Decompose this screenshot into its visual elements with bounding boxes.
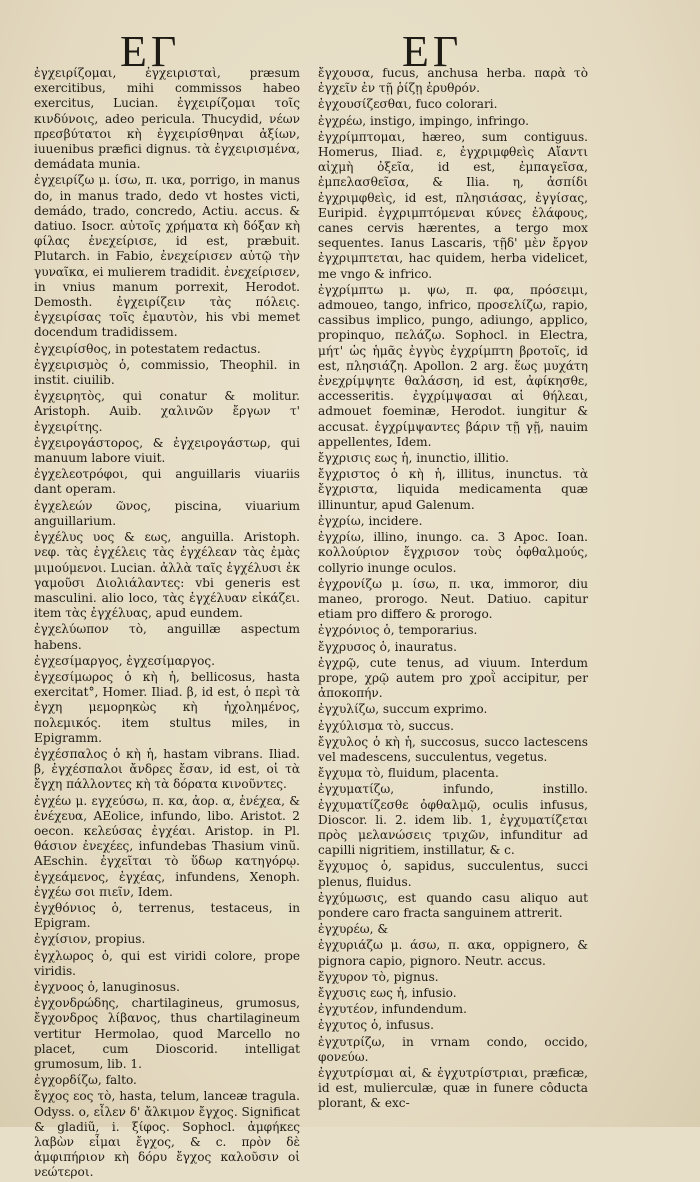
dictionary-entry: ἐγχρίμπτομαι, hæreo, sum contiguus. Homerus, Iliad. ε, ἐγχριμφθεὶς Αἴαντι αἰχμὴ ὀξεῖα, id est, ἐμπαγεῖσα, ἐμπελασθεῖσα, & Ilia. η, ἀσπίδι ἐγχριμφθεὶς, id est, πλησιάσας, ἐγγίσας, Euripid. ἐγχριμπτόμεναι κύνες ἐλάφους, canes cervis hærentes, a tergo mox sequentes. Ianus Lascaris, τῇδ' μὲν ἔργον ἐγχριμπτεται, hac quidem, herba videlicet, me vngo & infrico. <box>318 129 588 281</box>
dictionary-entry: ἐγχυτέον, infundendum. <box>318 1002 467 1017</box>
dictionary-entry: ἐγχίσιον, propius. <box>34 932 146 947</box>
dictionary-entry: ἐγχρονίζω μ. ίσω, π. ικα, immoror, diu maneo, prorogo. Neut. Datiuo. capitur etiam pro differo & prorogo. <box>318 576 588 622</box>
right-running-headword: ΕΓ <box>402 27 463 76</box>
dictionary-entry: ἔγχριστος ὁ κὴ ἡ, illitus, inunctus. τὰ ἔγχριστα, liquida medicamenta quæ illinuntur, apud Galenum. <box>318 467 588 512</box>
dictionary-entry: ἐγχυριάζω μ. άσω, π. ακα, oppignero, & pignora capio, pignoro. Neutr. accus. <box>318 938 588 968</box>
dictionary-entry: ἐγχύμωσις, est quando casu aliquo aut pondere caro fracta sanguinem attrerit. <box>318 890 588 920</box>
dictionary-entry: ἔγχρισις εως ἡ, inunctio, illitio. <box>318 451 510 466</box>
right-column <box>318 66 588 1113</box>
dictionary-entry: ἐγχυτος ὁ, infusus. <box>318 1018 434 1033</box>
dictionary-entry: ἔγχρυσος ὁ, inauratus. <box>318 639 457 654</box>
dictionary-entry: ἐγχυρέω, & <box>318 922 389 937</box>
dictionary-entry: ἐγχελεοτρόφοι, qui anguillaris viuariis dant operam. <box>34 467 300 497</box>
dictionary-entry: ἐγχουσίζεσθαι, fuco colorari. <box>318 97 498 112</box>
dictionary-entry: ἐγχειρίσθος, in potestatem redactus. <box>34 341 261 356</box>
dictionary-entry: ἐγχέσπαλος ὁ κὴ ἡ, hastam vibrans. Iliad. β, ἐγχέσπαλοι ἄνδρες ἔσαν, id est, οἱ τὰ ἔγχη πάλλοντες κὴ τὰ δόρατα κινοῦντες. <box>34 746 300 792</box>
dictionary-entry: ἐγχεσίμαργος, ἐγχεσίμαργος. <box>34 653 215 668</box>
left-running-headword: ΕΓ <box>120 27 181 76</box>
dictionary-entry: ἐγχεσίμωρος ὁ κὴ ἡ, bellicosus, hasta exercitat°, Homer. Iliad. β, id est, ὁ περὶ τὰ ἐγχη μεμορηκὼς κὴ ἠχολημένος, πολεμικός. item stultus miles, in Epigramm. <box>34 669 300 745</box>
dictionary-entry: ἔγχυμος ὁ, sapidus, succulentus, succi plenus, fluidus. <box>318 859 588 889</box>
dictionary-entry: ἐγχυματίζω, infundo, instillo. ἐγχυματίζεσθε ὀφθαλμῷ, oculis infusus, Dioscor. li. 2. idem lib. 1, ἐγχυματίζεται πρὸς μελανώσεις τριχῶν, infunditur ad capilli nigritiem, instillatur, & c. <box>318 782 588 858</box>
dictionary-entry: ἔγχος εος τὸ, hasta, telum, lanceæ tragula. Odyss. ο, εἶλεν δ' ἄλκιμον ἔγχος. Significat & gladiũ, i. ξίφος. Sophocl. ἀμφήκες λαβὼν εἶμαι ἔγχος, & c. πρὸν δὲ ἀμφιπήριον κὴ δόρυ ἔγχος καλοῦσιν οἱ νεώτεροι. <box>34 1089 300 1180</box>
dictionary-entry: ἐγχυλίζω, succum exprimo. <box>318 702 488 717</box>
dictionary-entry: ἐγχορδίζω, falto. <box>34 1073 137 1088</box>
dictionary-entry: ἐγχθόνιος ὁ, terrenus, testaceus, in Epigram. <box>34 900 300 931</box>
dictionary-entry: ἐγχειρίζω μ. ίσω, π. ικα, porrigo, in manus do, in manus trado, dedo vt hostes victi, demádo, trado, concredo, Actiu. accus. & datiuo. Isocr. αὐτοῖς χρήματα κὴ δόξαν κὴ φίλας ἐνεχείρισε, id est, præbuit. Plutarch. in Fabio, ἐνεχείρισεν αὐτῷ τὴν γυναῖκα, ei mulierem tradidit. ἐνεχείρισεν, in vnius manum porrexit, Herodot. Demosth. ἐγχειρίζειν τὰς πόλεις. ἐγχειρίσας τοῖς ἐμαυτὸν, his vbi memet docendum tradidissem. <box>34 173 300 340</box>
dictionary-entry: ἐγχύλισμα τὸ, succus. <box>318 718 454 733</box>
dictionary-entry: ἐγχελύωπον τὸ, anguillæ aspectum habens. <box>34 622 300 652</box>
dictionary-entry: ἐγχειρητὸς, qui conatur & molitur. Aristoph. Auib. χαλινῶν ἔργων τ' ἐγχειρίτης. <box>34 389 300 434</box>
dictionary-entry: ἐγχρῷ, cute tenus, ad viuum. Interdum prope, χρῷ autem pro χροῒ accipitur, per ἀποκοπήν. <box>318 655 588 701</box>
dictionary-entry: ἐγχρίω, illino, inungo. ca. 3 Apoc. Ioan. κολλούριον ἔγχρισον τοὺς ὀφθαλμούς, collyrio inunge oculos. <box>318 530 588 575</box>
dictionary-entry: ἐγχέλυς υος & εως, anguilla. Aristoph. νεφ. τὰς ἐγχέλεις τὰς ἐγχέλεαν τὰς ἐμὰς μιμούμενοι. Lucian. ἀλλὰ ταῖς ἐγχέλυσι ἐκ γαμοῦσι Διολιάλαντες: vbi generis est masculini. alio loco, τὰς ἐγχέλυαν εἰκάζει. item τὰς ἐγχέλυας, apud eundem. <box>34 530 300 621</box>
dictionary-entry: ἐγχλωρος ὁ, qui est viridi colore, prope viridis. <box>34 948 300 978</box>
dictionary-entry: ἐγχειρογάστορος, & ἐγχειρογάστωρ, qui manuum labore viuit. <box>34 435 300 466</box>
dictionary-entry: ἐγχειρίζομαι, ἐγχειρισταὶ, præsum exercitibus, mihi commissos habeo exercitus, Lucian. ἐγχειρίζομαι τοῖς κινδύνοις, adeo pericula. Thucydid, νέων πρεσβύτατοι κὴ ἐγχειρίσθηναι ἀξίων, iuuenibus præfici dignus. τὰ ἐγχειρισμένα, demádata munia. <box>34 66 300 172</box>
dictionary-entry: ἔγχυλος ὁ κὴ ἡ, succosus, succo lactescens vel madescens, succulentus, vegetus. <box>318 734 588 764</box>
dictionary-entry: ἐγχειρισμὸς ὁ, commissio, Theophil. in instit. ciuilib. <box>34 357 300 388</box>
dictionary-entry: ἔγχυμα τὸ, fluidum, placenta. <box>318 766 499 781</box>
dictionary-entry: ἐγχυτρίζω, in vrnam condo, occido, φονεύω. <box>318 1034 588 1064</box>
dictionary-entry: ἐγχονδρώδης, chartilagineus, grumosus, ἔγχονδρος λίβανος, thus chartilagineum vertitur Hermolao, quod Marcello no placet, cum Dioscorid. intelligat grumosum, lib. 1. <box>34 996 300 1071</box>
dictionary-entry: ἐγχρόνιος ὁ, temporarius. <box>318 623 478 638</box>
column-gutter <box>306 66 307 986</box>
left-column <box>34 66 300 1182</box>
dictionary-entry: ἐγχρίμπτω μ. ψω, π. φα, πρόσειμι, admoueo, tango, infrico, προσελίζω, rapio, cassibus implico, pungo, adiungo, applico, propinquo, πελάζω. Sophocl. in Electra, μήτ' ὡς ἡμᾶς ἐγγὺς ἐγχρίμπτη βροτοῖς, id est, πλησιάζη. Apollon. 2 arg. ἕως μυχάτη ἐνεχρίμψητε θαλάσση, id est, ἀφίκησθε, accesseritis. ἐγχρίμψασαι αἱ θήλεαι, admouet foeminæ, Herodot. iungitur & accusat. ἐγχρίμψαντες βάριν τῇ γῇ, nauim appellentes, Idem. <box>318 282 588 449</box>
dictionary-entry: ἔγχουσα, fucus, anchusa herba. παρὰ τὸ ἐγχεῖν ἐν τῇ ῥίζῃ ἐρυθρόν. <box>318 66 588 96</box>
dictionary-entry: ἐγχελεών ῶνος, piscina, viuarium anguillarium. <box>34 498 300 528</box>
dictionary-entry: ἐγχρέω, instigo, impingo, infringo. <box>318 113 529 128</box>
dictionary-entry: ἐγχρίω, incidere. <box>318 513 423 528</box>
dictionary-entry: ἐγχυτρίσμαι αἱ, & ἐγχυτρίστριαι, præficæ, id est, mulierculæ, quæ in funere côducta plorant, & exc- <box>318 1066 588 1111</box>
dictionary-entry: ἔγχυσις εως ἡ, infusio. <box>318 985 457 1000</box>
dictionary-entry: ἐγχνοος ὁ, lanuginosus. <box>34 979 180 994</box>
dictionary-entry: ἔγχυρον τὸ, pignus. <box>318 969 439 984</box>
dictionary-entry: ἐγχέω μ. εγχεύσω, π. κα, ἀορ. α, ἐνέχεα, & ἐνέχευα, AEolice, infundo, libo. Aristot. 2 oecon. κελεύσας ἐγχέαι. Aristop. in Pl. θάσιον ἐνεχέες, infundebas Thasium vinũ. AEschin. ἐγχεῖται τὸ ὕδωρ κατηγόρῳ. ἐγχεάμενος, ἐγχέας, infundens, Xenoph. ἐγχέω σοι πιεῖν, Idem. <box>34 793 300 899</box>
